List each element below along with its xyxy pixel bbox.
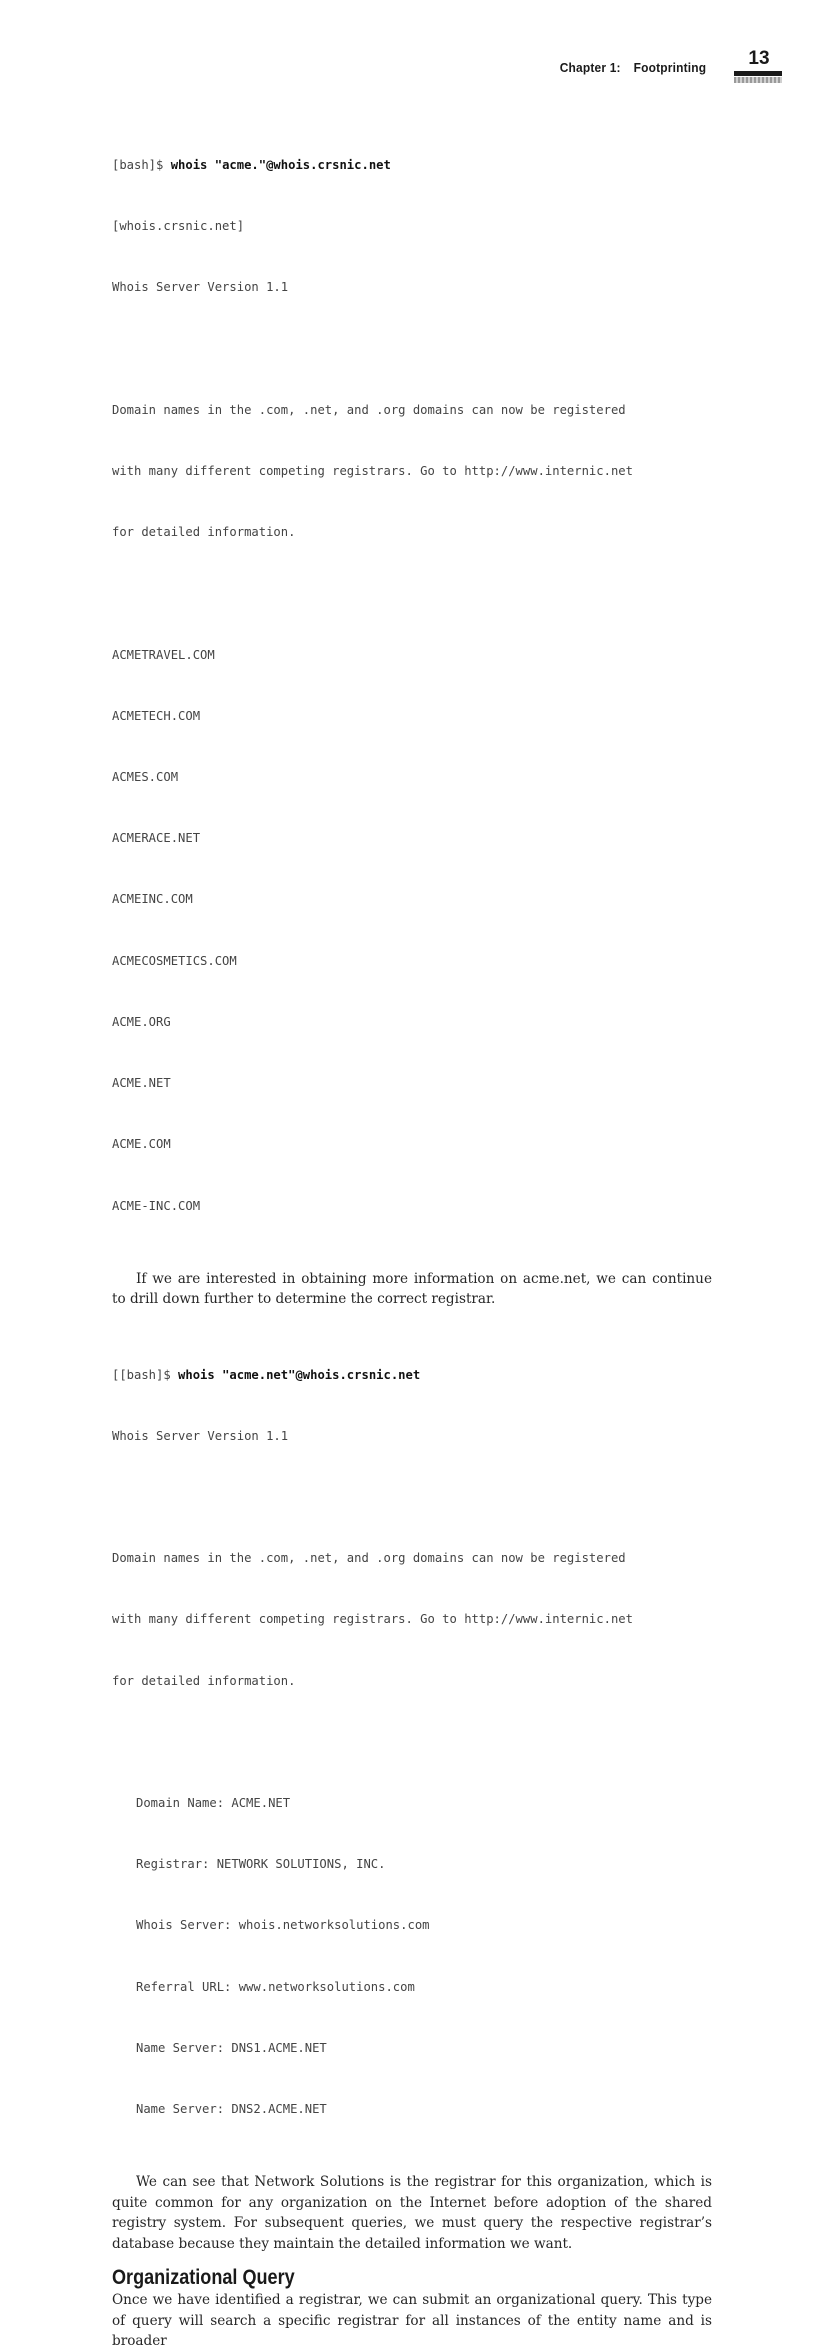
page-number-bar-texture	[734, 77, 782, 83]
page-header	[0, 48, 816, 88]
section-paragraph: Once we have identified a registrar, we can submit an organizational query. This type of query will search a specific registrar for all instances of the entity name and is broader	[112, 2292, 712, 2350]
domain-line: ACMERACE.NET	[112, 831, 201, 846]
section-heading: Organizational Query	[112, 2266, 295, 2290]
body-paragraph: If we are interested in obtaining more information on acme.net, we can continue to drill down further to determine the correct registrar.	[112, 1270, 712, 1308]
code-line: Whois Server Version 1.1	[112, 1428, 289, 1443]
code-line: [whois.crsnic.net]	[112, 219, 245, 234]
record-line: Name Server: DNS1.ACME.NET	[136, 2040, 327, 2055]
domain-line: ACMECOSMETICS.COM	[112, 953, 237, 968]
page-body	[112, 114, 712, 2352]
domain-line: ACMEINC.COM	[112, 892, 193, 907]
record-line: Name Server: DNS2.ACME.NET	[136, 2102, 327, 2117]
domain-line: ACMES.COM	[112, 769, 179, 784]
code-line: with many different competing registrars. Go to http://www.internic.net	[112, 463, 633, 478]
record-line: Whois Server: whois.networksolutions.com	[136, 1918, 430, 1933]
chapter-label: Chapter 1:	[559, 60, 621, 75]
domain-line: ACME.ORG	[112, 1014, 171, 1029]
domain-line: ACME.COM	[112, 1137, 171, 1152]
code-line: Domain names in the .com, .net, and .org domains can now be registered	[112, 402, 626, 417]
running-head	[560, 60, 706, 75]
code-command-line	[112, 1365, 712, 1385]
code-line: with many different competing registrars. Go to http://www.internic.net	[112, 1612, 633, 1627]
body-paragraph: We can see that Network Solutions is the registrar for this organization, which is quite common for any organization on the Internet before adoption of the shared registry system. For subsequent queries, we must query the respective registrar’s database because they maintain the detailed information we want.	[112, 2174, 712, 2252]
code-block-acme-net-query	[112, 1324, 712, 2161]
whois-command: whois "acme.net"@whois.crsnic.net	[178, 1367, 421, 1382]
code-line: for detailed information.	[112, 525, 296, 540]
record-line: Referral URL: www.networksolutions.com	[136, 1979, 415, 1994]
chapter-title: Footprinting	[633, 60, 706, 75]
code-line: Domain names in the .com, .net, and .org domains can now be registered	[112, 1551, 626, 1566]
code-line: Whois Server Version 1.1	[112, 280, 289, 295]
domain-line: ACME.NET	[112, 1076, 171, 1091]
page-number-bar	[734, 71, 782, 76]
record-line: Domain Name: ACME.NET	[136, 1796, 291, 1811]
domain-line: ACME-INC.COM	[112, 1198, 201, 1213]
shell-prompt: [[bash]$	[112, 1367, 179, 1382]
page-number: 13	[748, 48, 770, 69]
code-line: for detailed information.	[112, 1673, 296, 1688]
whois-command: whois "acme."@whois.crsnic.net	[170, 157, 391, 172]
code-block-crsnic-query	[112, 114, 712, 1257]
domain-line: ACMETRAVEL.COM	[112, 647, 215, 662]
code-command-line	[112, 155, 712, 175]
shell-prompt: [bash]$	[112, 157, 171, 172]
record-line: Registrar: NETWORK SOLUTIONS, INC.	[136, 1857, 386, 1872]
domain-line: ACMETECH.COM	[112, 708, 201, 723]
